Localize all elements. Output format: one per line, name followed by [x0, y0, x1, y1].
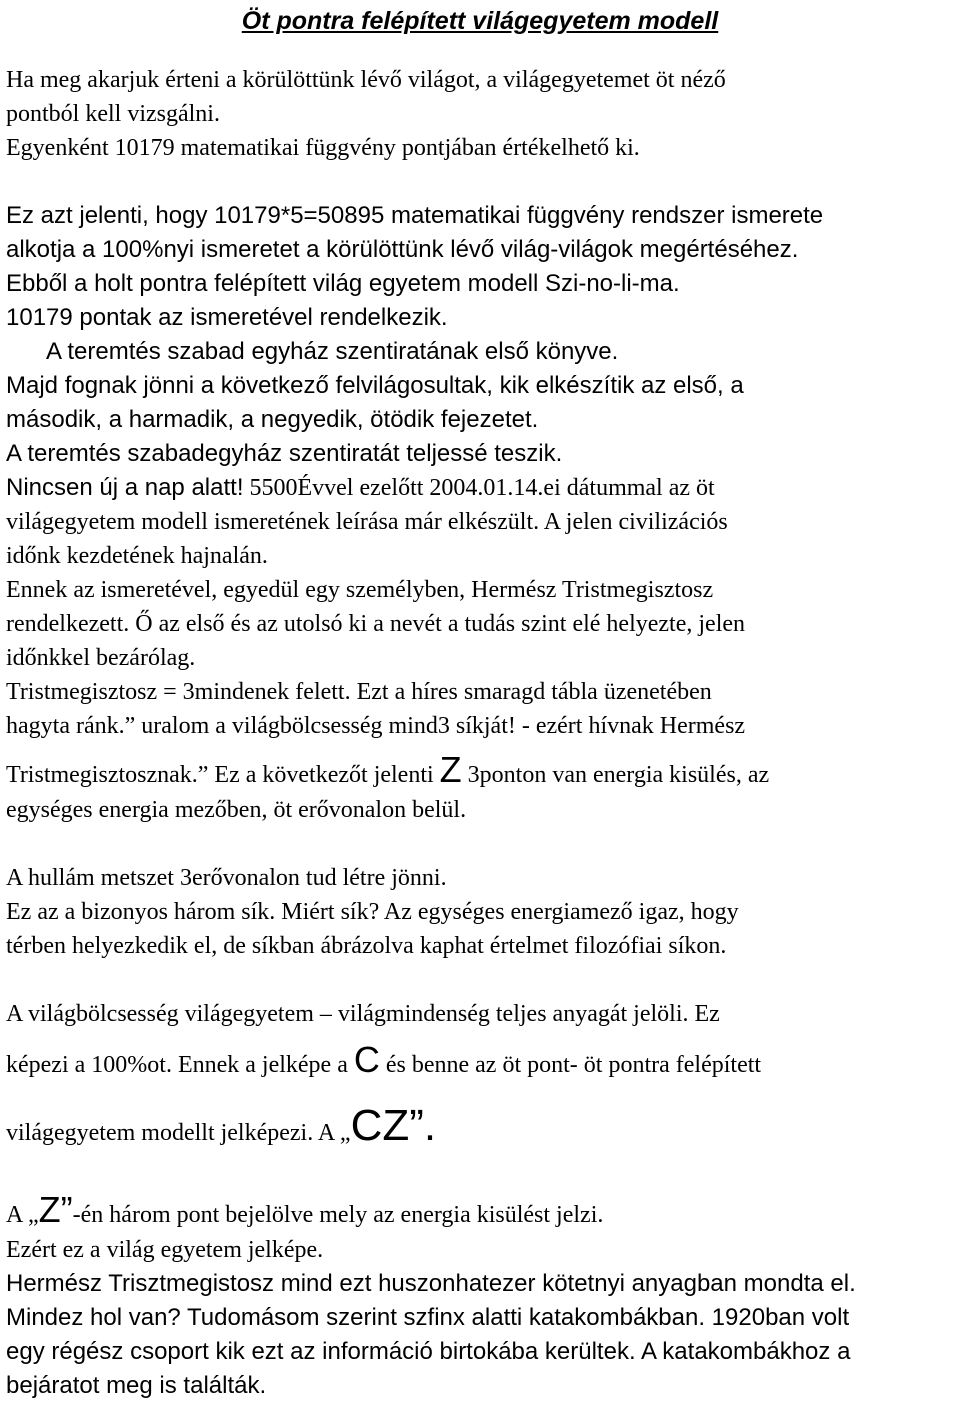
text-segment: 3ponton van energia kisülés, az — [461, 762, 770, 788]
text-line: A világbölcsesség világegyetem – világmindenség teljes anyagát jelöli. Ez — [6, 1001, 720, 1027]
text-line: A hullám metszet 3erővonalon tud létre jönni. — [6, 865, 447, 891]
text-line: Egyenként 10179 matematikai függvény pontjában értékelhető ki. — [6, 135, 640, 161]
text-line: világegyetem modell ismeretének leírása már elkészült. A jelen civilizációs — [6, 509, 728, 535]
text-line — [6, 1101, 437, 1150]
text-line: időnk kezdetének hajnalán. — [6, 543, 268, 569]
text-line: A teremtés szabad egyház szentiratának első könyve. — [46, 338, 619, 365]
text-line — [6, 474, 715, 502]
text-line: második, a harmadik, a negyedik, ötödik fejezetet. — [6, 406, 539, 433]
text-line: egy régész csoport kik ezt az információ birtokába kerültek. A katakombákhoz a — [6, 1338, 851, 1365]
text-line: rendelkezett. Ő az első és az utolsó ki a nevét a tudás szint elé helyezte, jelen — [6, 611, 746, 637]
text-line — [6, 1189, 604, 1230]
text-line: időnkkel bezárólag. — [6, 645, 196, 671]
text-line: Ha meg akarjuk érteni a körülöttünk lévő világot, a világegyetemet öt néző — [6, 67, 726, 93]
text-line: Tristmegisztosz = 3mindenek felett. Ezt a híres smaragd tábla üzenetében — [6, 679, 712, 705]
text-line — [6, 1039, 762, 1080]
z-symbol: Z — [439, 749, 462, 790]
text-line: Ebből a holt pontra felépített világ egyetem modell Szi-no-li-ma. — [6, 270, 680, 297]
text-line: alkotja a 100%nyi ismeretet a körülöttünk lévő világ-világok megértéséhez. — [6, 236, 799, 263]
text-line: Majd fognak jönni a következő felvilágosultak, kik elkészítik az első, a — [6, 372, 744, 399]
text-line: egységes energia mezőben, öt erővonalon belül. — [6, 797, 467, 823]
text-segment: Tristmegisztosznak.” Ez a következőt jelenti — [6, 762, 440, 788]
text-line — [6, 749, 770, 790]
c-symbol: C — [353, 1039, 380, 1080]
text-line: Ez azt jelenti, hogy 10179*5=50895 matematikai függvény rendszer ismerete — [6, 202, 824, 229]
text-line: térben helyezkedik el, de síkban ábrázolva kaphat értelmet filozófiai síkon. — [6, 933, 727, 959]
text-line: bejáratot meg is találták. — [6, 1372, 267, 1399]
text-segment: A „ — [6, 1202, 39, 1228]
text-segment: Nincsen új a nap alatt! — [6, 474, 244, 501]
text-line: Ennek az ismeretével, egyedül egy személyben, Hermész Tristmegisztosz — [6, 577, 714, 603]
text-line: Ezért ez a világ egyetem jelképe. — [6, 1237, 324, 1263]
text-segment: képezi a 100%ot. Ennek a jelképe a — [6, 1052, 354, 1078]
text-segment: -én három pont bejelölve mely az energia kisülést jelzi. — [72, 1202, 604, 1228]
text-line: Hermész Trisztmegistosz mind ezt huszonhatezer kötetnyi anyagban mondta el. — [6, 1270, 856, 1297]
cz-symbol: CZ”. — [350, 1101, 437, 1150]
text-line: A teremtés szabadegyház szentiratát teljessé teszik. — [6, 440, 563, 467]
text-line: 10179 pontak az ismeretével rendelkezik. — [6, 304, 448, 331]
text-segment: 5500Évvel ezelőtt 2004.01.14.ei dátummal az öt — [243, 475, 715, 501]
z-symbol: Z” — [38, 1189, 73, 1230]
text-line: Mindez hol van? Tudomásom szerint szfinx alatti katakombákban. 1920ban volt — [6, 1304, 850, 1331]
text-line: pontból kell vizsgálni. — [6, 101, 220, 127]
text-segment: világegyetem modellt jelképezi. A „ — [6, 1120, 351, 1146]
text-segment: és benne az öt pont- öt pontra felépített — [379, 1052, 762, 1078]
page-title: Öt pontra felépített világegyetem modell — [241, 7, 719, 35]
text-line: Ez az a bizonyos három sík. Miért sík? Az egységes energiamező igaz, hogy — [6, 899, 739, 925]
text-line: hagyta ránk.” uralom a világbölcsesség mind3 síkját! - ezért hívnak Hermész — [6, 713, 746, 739]
